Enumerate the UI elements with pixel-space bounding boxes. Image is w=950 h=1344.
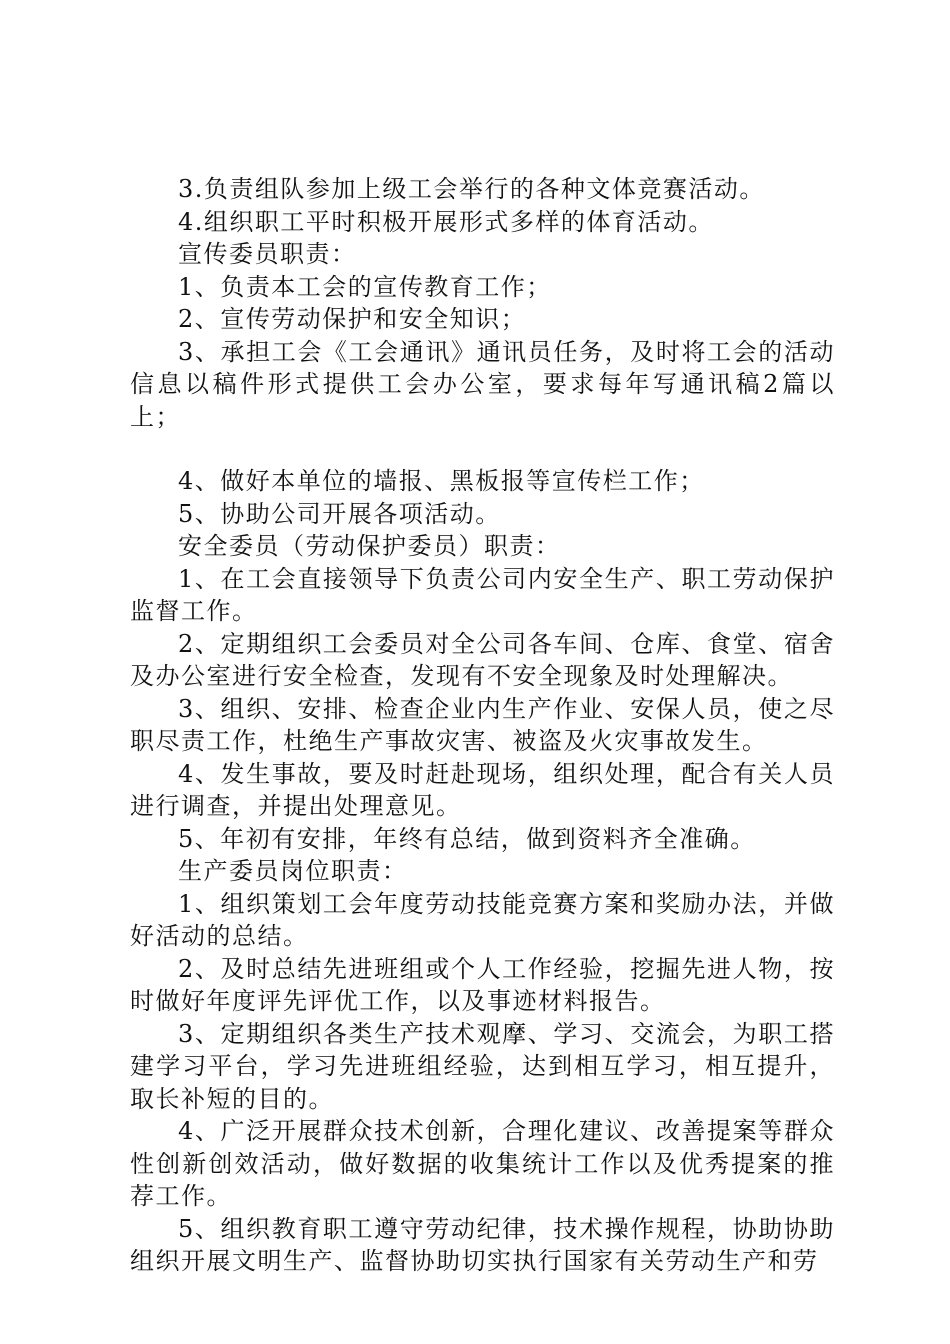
section-heading: 宣传委员职责：: [178, 240, 357, 268]
section-heading: 安全委员（劳动保护委员）职责：: [178, 532, 561, 560]
paragraph: 4.组织职工平时积极开展形式多样的体育活动。: [178, 207, 714, 236]
paragraph: 3.负责组队参加上级工会举行的各种文体竞赛活动。: [178, 175, 765, 203]
paragraph: 4、广泛开展群众技术创新，合理化建议、改善提案等群众性创新创效活动，做好数据的收集统计工作以及优秀提案的推荐工作。: [130, 1117, 835, 1210]
paragraph: 2、及时总结先进班组或个人工作经验，挖掘先进人物，按时做好年度评先评优工作，以及事迹材料报告。: [130, 954, 835, 1015]
paragraph: 1、在工会直接领导下负责公司内安全生产、职工劳动保护监督工作。: [130, 564, 835, 625]
paragraph: 2、宣传劳动保护和安全知识；: [178, 305, 527, 333]
paragraph: 3、定期组织各类生产技术观摩、学习、交流会，为职工搭建学习平台，学习先进班组经验，达到相互学习，相互提升，取长补短的目的。: [130, 1019, 835, 1113]
paragraph: 3、承担工会《工会通讯》通讯员任务，及时将工会的活动信息以稿件形式提供工会办公室，要求每年写通讯稿2篇以上；: [130, 337, 835, 431]
paragraph: 4、发生事故，要及时赶赴现场，组织处理，配合有关人员进行调查，并提出处理意见。: [130, 759, 835, 820]
paragraph: 5、协助公司开展各项活动。: [178, 499, 501, 528]
paragraph: 2、定期组织工会委员对全公司各车间、仓库、食堂、宿舍及办公室进行安全检查，发现有不安全现象及时处理解决。: [130, 629, 835, 690]
paragraph: 5、年初有安排，年终有总结，做到资料齐全准确。: [178, 824, 756, 853]
paragraph: 3、组织、安排、检查企业内生产作业、安保人员，使之尽职尽责工作，杜绝生产事故灾害、被盗及火灾事故发生。: [130, 694, 835, 755]
document-body: [130, 173, 835, 1278]
paragraph: 1、组织策划工会年度劳动技能竞赛方案和奖励办法，并做好活动的总结。: [130, 889, 835, 950]
paragraph: 5、组织教育职工遵守劳动纪律，技术操作规程，协助协助组织开展文明生产、监督协助切实执行国家有关劳动生产和劳: [130, 1214, 835, 1275]
paragraph: 4、做好本单位的墙报、黑板报等宣传栏工作；: [178, 467, 705, 495]
section-heading: 生产委员岗位职责：: [178, 857, 408, 885]
paragraph: 1、负责本工会的宣传教育工作；: [178, 272, 552, 301]
